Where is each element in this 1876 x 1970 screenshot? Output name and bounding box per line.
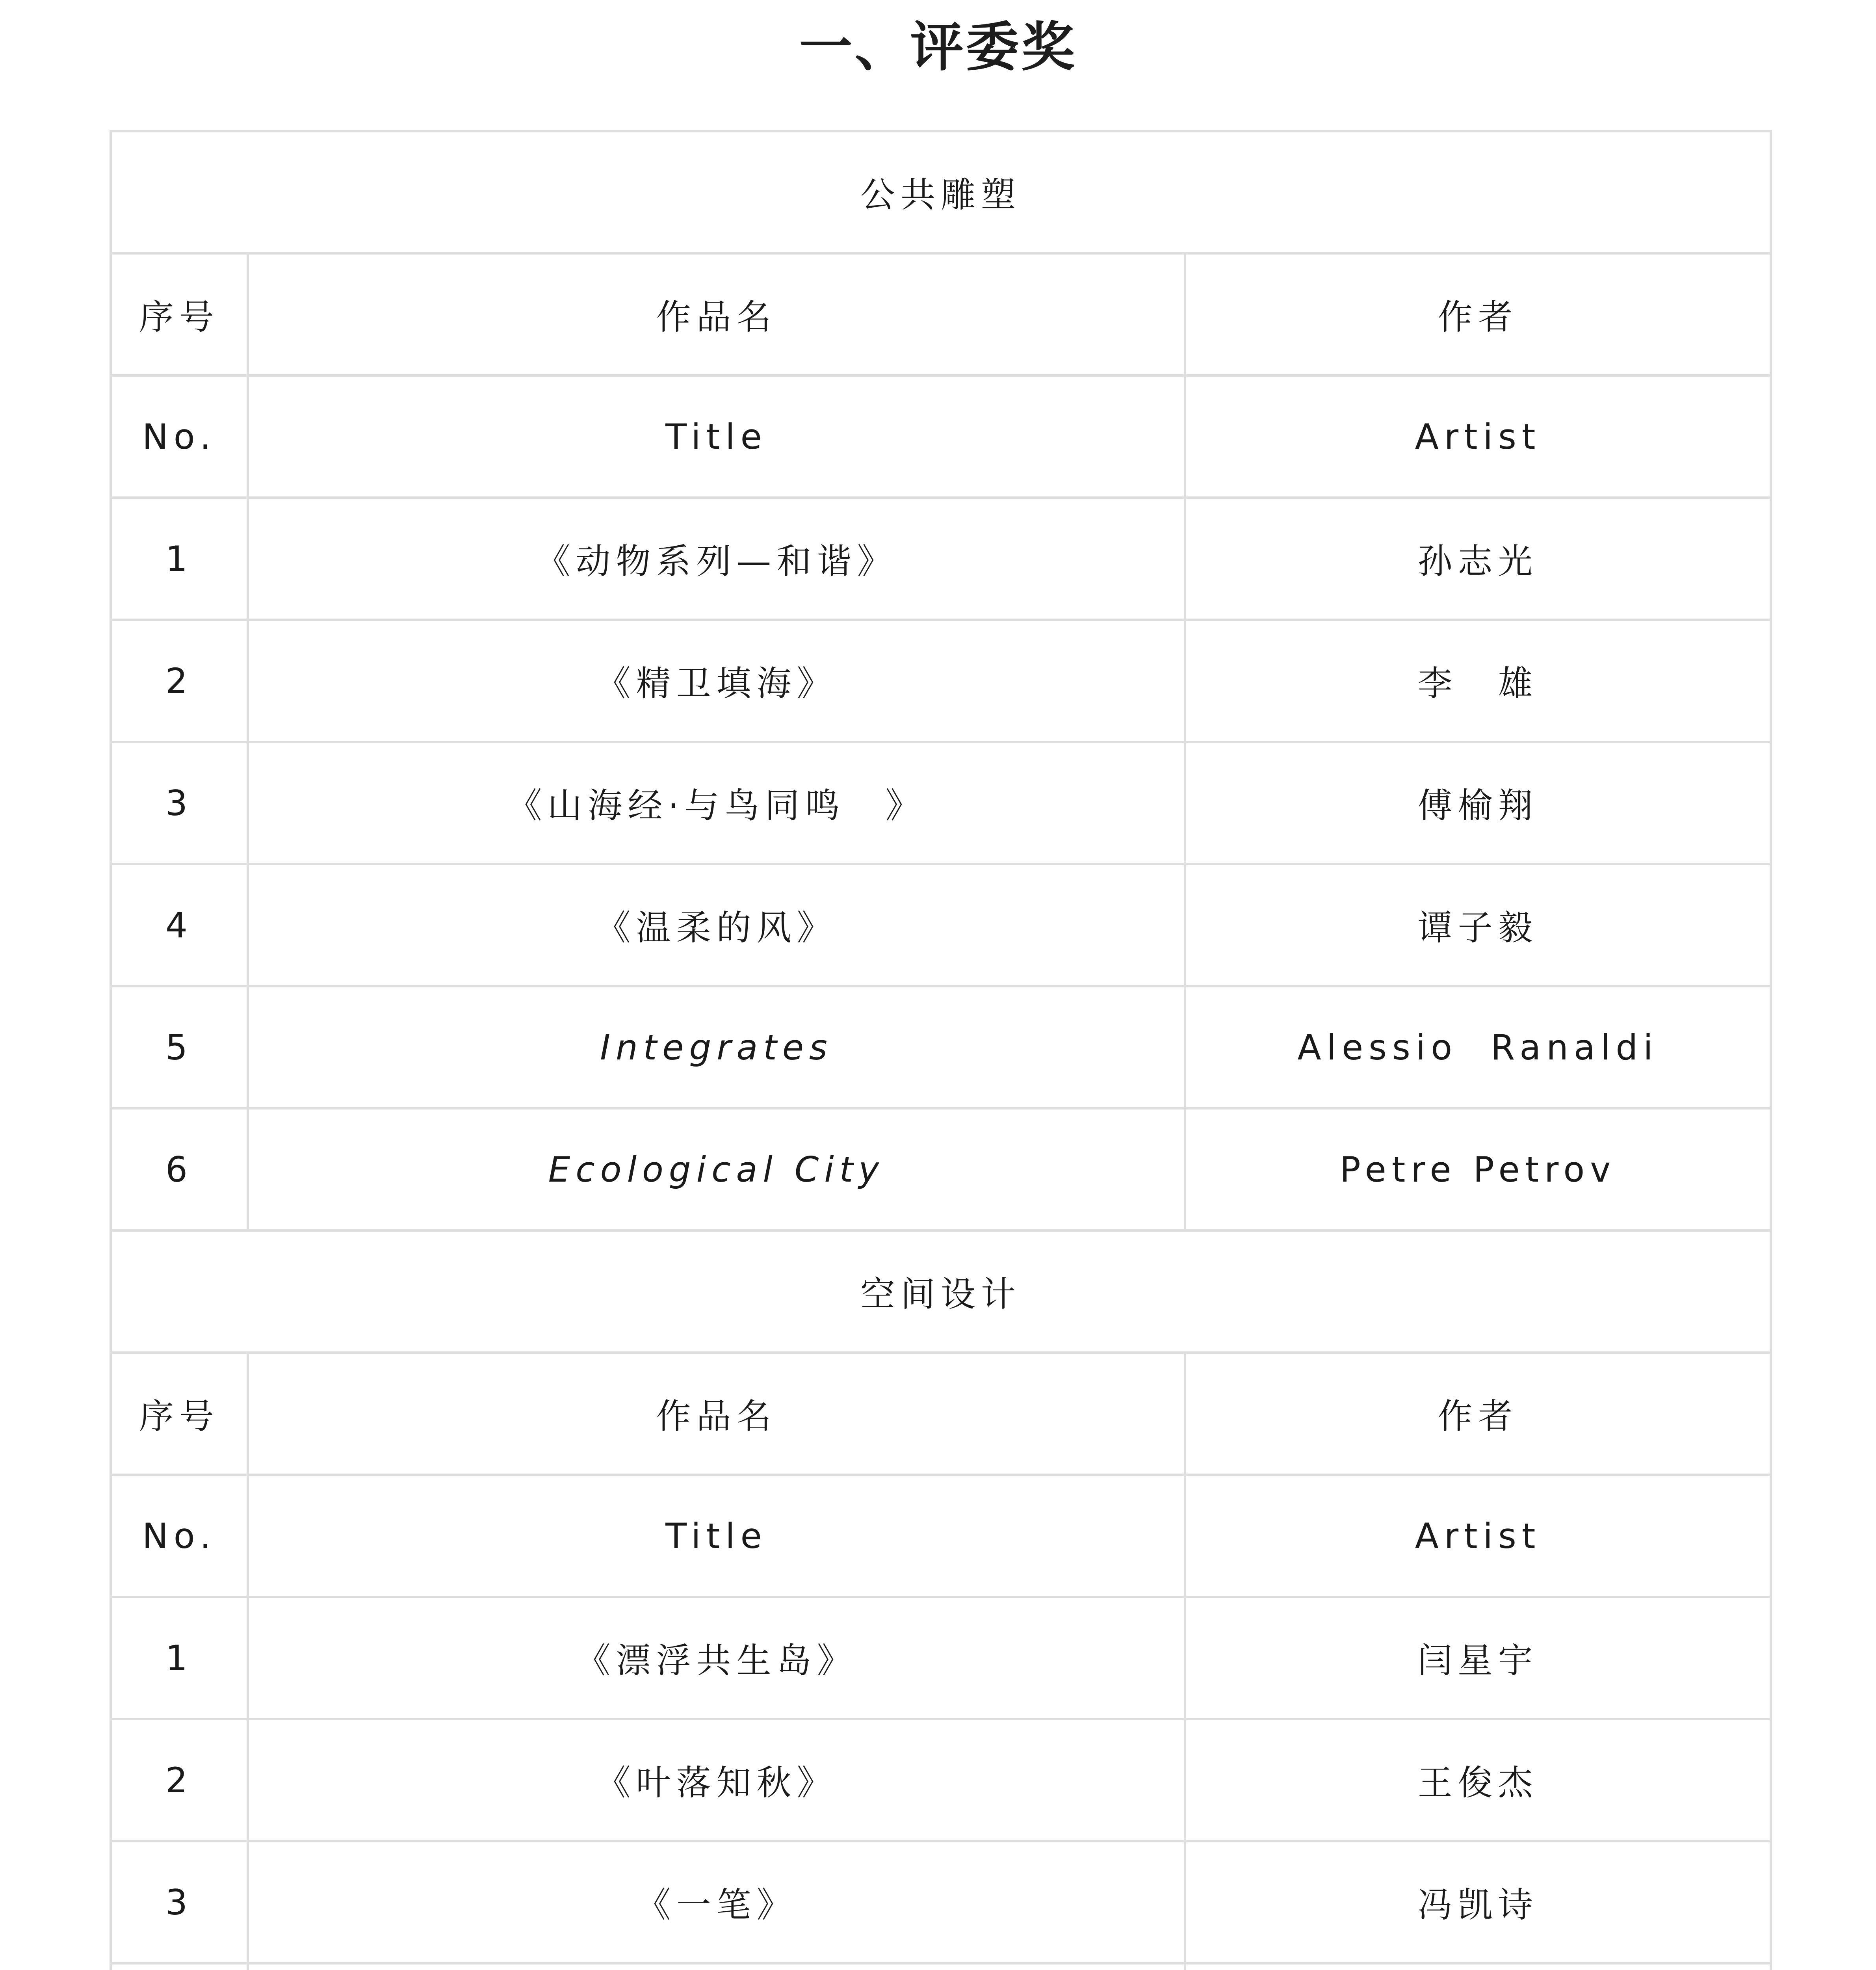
row-artist: 李 雄 — [1185, 620, 1771, 742]
row-artist: Petre Petrov — [1185, 1108, 1771, 1230]
row-title: Ecological City — [248, 1108, 1185, 1230]
header-title-en: Title — [248, 375, 1185, 498]
row-title — [248, 1963, 1185, 1970]
header-artist-cn: 作者 — [1185, 253, 1771, 375]
header-row-en — [111, 1475, 1771, 1597]
section-title: 公共雕塑 — [111, 131, 1771, 253]
header-artist-cn: 作者 — [1185, 1353, 1771, 1475]
table-row — [111, 1719, 1771, 1841]
row-title: 《漂浮共生岛》 — [248, 1597, 1185, 1719]
row-no: 5 — [111, 986, 248, 1108]
header-row-cn — [111, 253, 1771, 375]
table-row — [111, 986, 1771, 1108]
section-header — [111, 1230, 1771, 1353]
row-no: 1 — [111, 1597, 248, 1719]
row-artist: 谭子毅 — [1185, 864, 1771, 986]
row-title: 《动物系列—和谐》 — [248, 498, 1185, 620]
row-artist: 孙志光 — [1185, 498, 1771, 620]
table-row — [111, 498, 1771, 620]
header-no-en: No. — [111, 375, 248, 498]
header-artist-en: Artist — [1185, 1475, 1771, 1597]
section-header — [111, 131, 1771, 253]
row-artist: 冯凯诗 — [1185, 1841, 1771, 1963]
row-title: 《叶落知秋》 — [248, 1719, 1185, 1841]
page-title: 一、评委奖 — [799, 16, 1077, 78]
row-no: 3 — [111, 742, 248, 864]
row-no: 2 — [111, 620, 248, 742]
header-row-en — [111, 375, 1771, 498]
row-artist — [1185, 1963, 1771, 1970]
row-no — [111, 1963, 248, 1970]
row-artist: 王俊杰 — [1185, 1719, 1771, 1841]
header-title-en: Title — [248, 1475, 1185, 1597]
row-no: 1 — [111, 498, 248, 620]
header-title-cn: 作品名 — [248, 253, 1185, 375]
row-title: 《精卫填海》 — [248, 620, 1185, 742]
row-title: 《一笔》 — [248, 1841, 1185, 1963]
row-no: 6 — [111, 1108, 248, 1230]
row-artist: Alessio Ranaldi — [1185, 986, 1771, 1108]
header-artist-en: Artist — [1185, 375, 1771, 498]
row-artist: 闫星宇 — [1185, 1597, 1771, 1719]
table-row — [111, 1597, 1771, 1719]
row-no: 4 — [111, 864, 248, 986]
table-row — [111, 864, 1771, 986]
awards-table — [110, 130, 1772, 1970]
table-row — [111, 1841, 1771, 1963]
header-no-cn: 序号 — [111, 253, 248, 375]
row-no: 2 — [111, 1719, 248, 1841]
table-row — [111, 1963, 1771, 1970]
header-no-cn: 序号 — [111, 1353, 248, 1475]
header-no-en: No. — [111, 1475, 248, 1597]
table-row — [111, 742, 1771, 864]
row-no: 3 — [111, 1841, 248, 1963]
header-title-cn: 作品名 — [248, 1353, 1185, 1475]
header-row-cn — [111, 1353, 1771, 1475]
table-row — [111, 1108, 1771, 1230]
table-row — [111, 620, 1771, 742]
section-title: 空间设计 — [111, 1230, 1771, 1353]
row-title: Integrates — [248, 986, 1185, 1108]
row-title: 《山海经·与鸟同鸣 》 — [248, 742, 1185, 864]
row-artist: 傅榆翔 — [1185, 742, 1771, 864]
row-title: 《温柔的风》 — [248, 864, 1185, 986]
